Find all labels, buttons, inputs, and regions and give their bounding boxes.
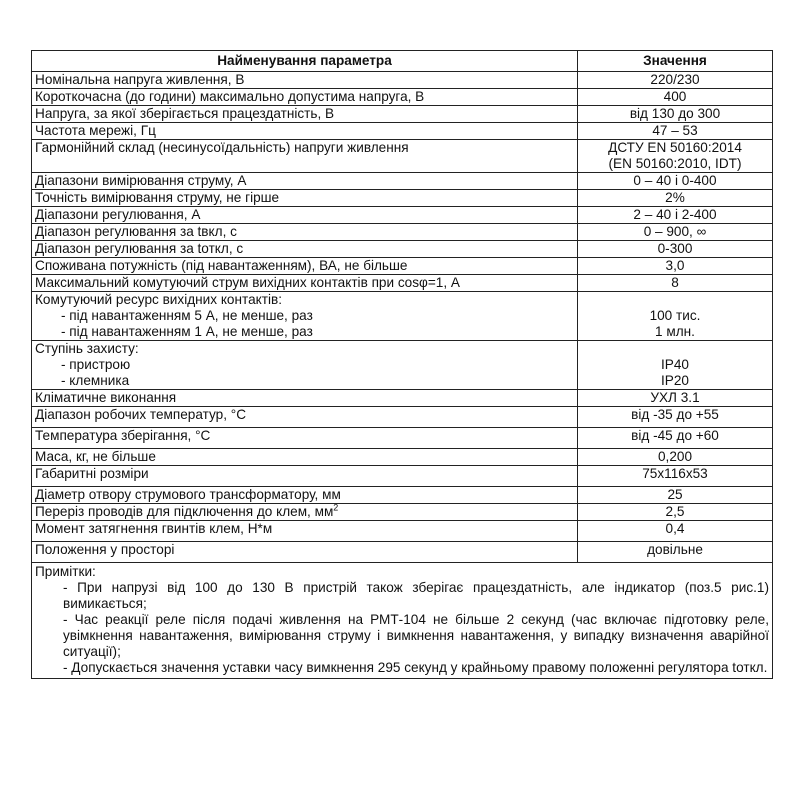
param-cell: Споживана потужність (під навантаженням), ВА, не більше <box>32 258 578 275</box>
note-item: - Час реакції реле після подачі живлення на РМТ-104 не більше 2 секунд (час включає підготовку реле, увімкнення навантаження, вимірювання струму і вимкнення навантаження, у випадку визначення аварійної ситуації); <box>63 612 769 659</box>
header-value: Значення <box>578 51 773 72</box>
table-row <box>32 542 773 563</box>
table-row <box>32 123 773 140</box>
value-cell: 2,5 <box>578 504 773 521</box>
value-cell: 0 – 40 і 0-400 <box>578 173 773 190</box>
protection-value: IP40 <box>661 357 689 372</box>
value-cell <box>578 341 773 390</box>
table-row <box>32 504 773 521</box>
table-row <box>32 140 773 173</box>
notes-row <box>32 563 773 679</box>
value-cell: 25 <box>578 487 773 504</box>
protection-title: Ступінь захисту: <box>35 341 139 356</box>
value-line: ДСТУ EN 50160:2014 <box>608 140 742 155</box>
param-cell: Момент затягнення гвинтів клем, Н*м <box>32 521 578 542</box>
table-row <box>32 449 773 466</box>
table-row <box>32 224 773 241</box>
section-unit-sup: 2 <box>333 503 339 513</box>
value-cell <box>578 140 773 173</box>
value-cell: 220/230 <box>578 72 773 89</box>
param-cell: Гармонійний склад (несинусоїдальність) напруги живлення <box>32 140 578 173</box>
value-cell: 47 – 53 <box>578 123 773 140</box>
param-cell <box>32 341 578 390</box>
param-cell: Діапазон регулювання за tвкл, с <box>32 224 578 241</box>
table-row-protection <box>32 341 773 390</box>
section-label: Переріз проводів для підключення до клем, мм <box>35 504 334 519</box>
value-cell: УХЛ 3.1 <box>578 390 773 407</box>
notes-cell <box>32 563 773 679</box>
param-cell: Кліматичне виконання <box>32 390 578 407</box>
param-cell: Номінальна напруга живлення, В <box>32 72 578 89</box>
resource-value: 1 млн. <box>655 324 695 339</box>
param-cell: Короткочасна (до години) максимально допустима напруга, В <box>32 89 578 106</box>
note-item: - Допускається значення уставки часу вимкнення 295 секунд у крайньому правому положенні регулятора tоткл. <box>63 660 768 675</box>
parameters-table <box>31 50 773 679</box>
table-row <box>32 173 773 190</box>
resource-title: Комутуючий ресурс вихідних контактів: <box>35 292 282 307</box>
value-cell: 8 <box>578 275 773 292</box>
value-cell <box>578 292 773 341</box>
value-cell: від -45 до +60 <box>578 428 773 449</box>
table-row <box>32 390 773 407</box>
param-cell: Температура зберігання, °С <box>32 428 578 449</box>
param-cell: Маса, кг, не більше <box>32 449 578 466</box>
table-header-row <box>32 51 773 72</box>
protection-line: - клемника <box>61 373 130 388</box>
value-cell: 400 <box>578 89 773 106</box>
param-cell: Максимальний комутуючий струм вихідних контактів при cosφ=1, А <box>32 275 578 292</box>
value-cell: 0 – 900, ∞ <box>578 224 773 241</box>
table-row <box>32 521 773 542</box>
param-cell <box>32 504 578 521</box>
value-cell: 0-300 <box>578 241 773 258</box>
resource-value: 100 тис. <box>649 308 701 323</box>
value-cell: 0,4 <box>578 521 773 542</box>
table-row <box>32 275 773 292</box>
value-cell: 2% <box>578 190 773 207</box>
value-cell: 3,0 <box>578 258 773 275</box>
table-row <box>32 258 773 275</box>
param-cell: Напруга, за якої зберігається працездатність, В <box>32 106 578 123</box>
table-row <box>32 487 773 504</box>
table-row <box>32 106 773 123</box>
param-cell <box>32 292 578 341</box>
param-cell: Габаритні розміри <box>32 466 578 487</box>
table-row <box>32 89 773 106</box>
notes-title: Примітки: <box>35 564 96 579</box>
resource-line: - під навантаженням 1 А, не менше, раз <box>61 324 313 339</box>
param-cell: Частота мережі, Гц <box>32 123 578 140</box>
value-cell: 2 – 40 і 2-400 <box>578 207 773 224</box>
param-cell: Діапазон робочих температур, °С <box>32 407 578 428</box>
value-cell: від 130 до 300 <box>578 106 773 123</box>
param-cell: Діапазони вимірювання струму, А <box>32 173 578 190</box>
table-row <box>32 407 773 428</box>
table-row <box>32 207 773 224</box>
protection-value: IP20 <box>661 373 689 388</box>
value-line: (EN 50160:2010, IDT) <box>608 156 742 171</box>
resource-line: - під навантаженням 5 А, не менше, раз <box>61 308 313 323</box>
note-item: - При напрузі від 100 до 130 В пристрій також зберігає працездатність, але індикатор (поз.5 рис.1) вимикається; <box>63 580 769 611</box>
value-cell: 0,200 <box>578 449 773 466</box>
header-param: Найменування параметра <box>32 51 578 72</box>
value-cell: від -35 до +55 <box>578 407 773 428</box>
param-cell: Діаметр отвору струмового трансформатору, мм <box>32 487 578 504</box>
table-row <box>32 190 773 207</box>
param-cell: Точність вимірювання струму, не гірше <box>32 190 578 207</box>
protection-line: - пристрою <box>61 357 131 372</box>
table-row <box>32 241 773 258</box>
value-cell: 75х116х53 <box>578 466 773 487</box>
table-row <box>32 72 773 89</box>
table-row <box>32 428 773 449</box>
table-row-resource <box>32 292 773 341</box>
param-cell: Положення у просторі <box>32 542 578 563</box>
param-cell: Діапазон регулювання за tоткл, с <box>32 241 578 258</box>
table-row <box>32 466 773 487</box>
value-cell: довільне <box>578 542 773 563</box>
param-cell: Діапазони регулювання, А <box>32 207 578 224</box>
